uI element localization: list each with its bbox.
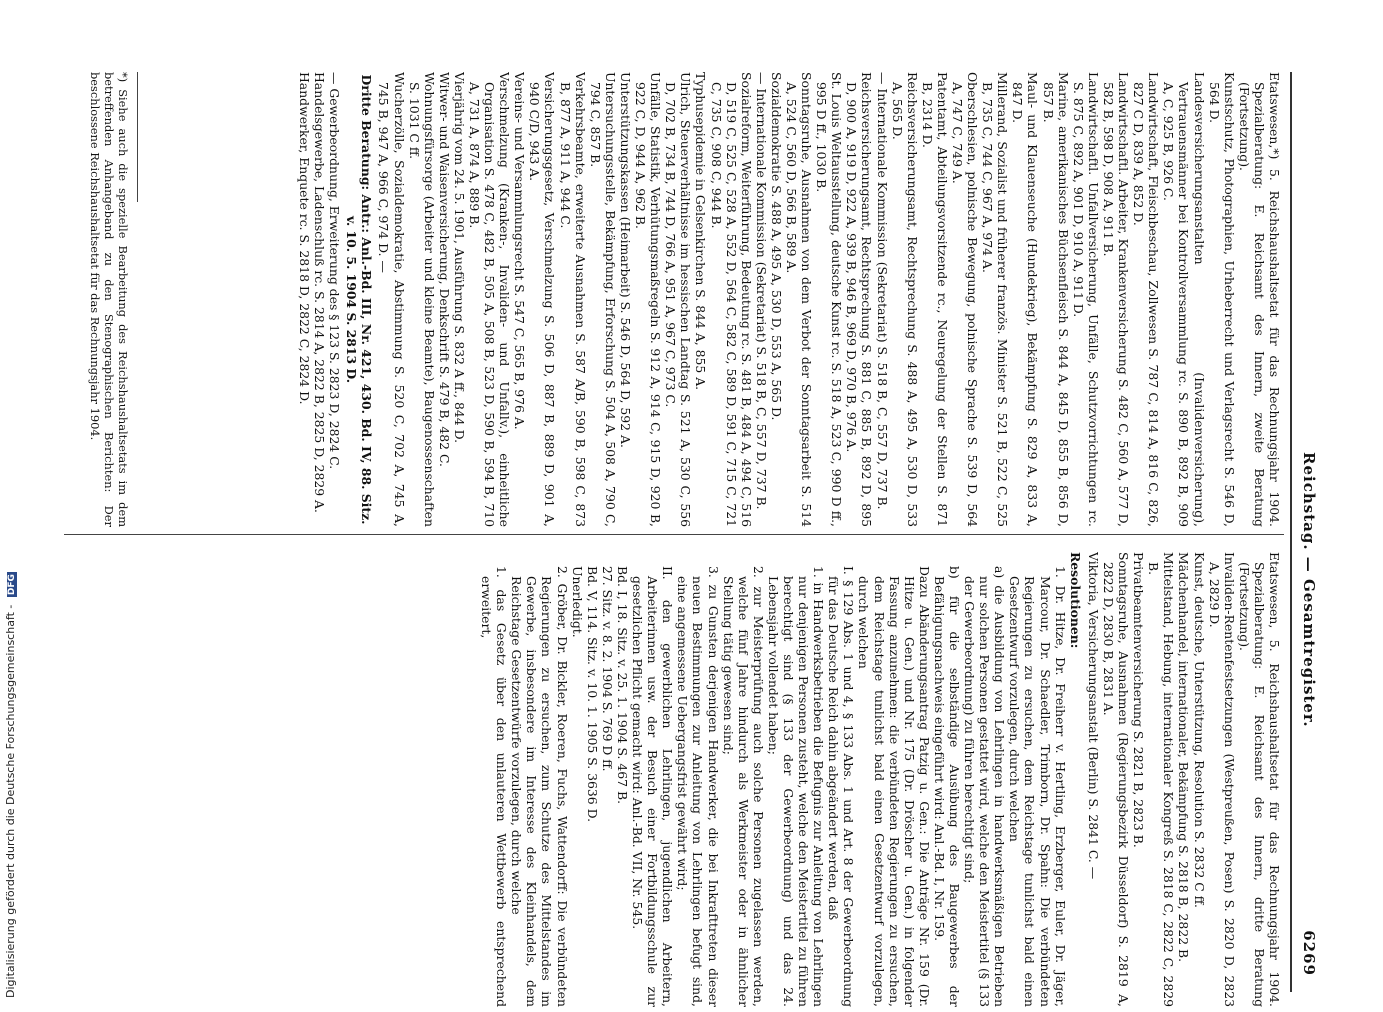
index-entry: Sonntagsruhe, Ausnahmen von dem Verbot der Sonntagsarbeit S. 514 A, 524 C, 560 D, 566 B, 589 A. [784,72,815,527]
rotated-page [20,12,1320,1012]
digitization-text: Digitalisierung gefördert durch die Deutsche Forschungsgemeinschaft - [4,604,17,998]
header-rule [1290,72,1292,992]
index-entry: Landesversicherungsanstalten (Invalidenversicherung), Vertrauensmänner bei Kontrollversammlung rc. S. 890 B, 892 B, 909 A, C, 925 B, 926 C. [1161,72,1207,527]
left-dash-items [297,72,342,527]
index-entry: — Gewerbeordnung, Erweiterung des § 123 S. 2823 D, 2824 C. [327,72,343,470]
resolution-item: 3. zu Gunsten derjenigen Handwerker, die bei Inkrafttreten dieser neuen Bestimmungen zur Anleitung von Lehrlingen befugt sind, eine angemessene Uebergangsfrist gewährt wird; [675,566,721,1007]
index-entry: Viktoria, Versicherungsanstalt (Berlin) S. 2841 C. — [1085,552,1101,880]
index-entry: Privatbeamtenversicherung S. 2821 B, 2823 B. [1131,552,1147,848]
running-head-title: Reichstag. — Gesamtregister. [1300,452,1318,728]
index-entry: Patentamt, Abteilungsvorsitzende rc., Neuregelung der Stellen S. 871 B, 2314 D. [919,72,950,527]
index-entry: Verschmelzung (Kranken-, Invaliden- und Unfallv.), einheitliche Organisation S. 478 C, 482 B, 505 A, 508 B, 523 D, 590 B, 594 B, 710 A, 731 A, 874 A, 889 B. [467,72,513,527]
index-entry: Kunstschutz, Photographien, Urheberrecht und Verlagsrecht S. 546 D, 564 D. [1206,72,1237,527]
index-entry: Ulrich, Steuerverhältnisse im hessischen Landtag S. 521 A, 530 C, 556 D, 702 B, 734 B, 744 D, 766 A, 951 A, 967 C, 973 C. [663,72,694,527]
index-entry: Vierjährig vom 24. 5. 1901, Ausführung S. 832 A ff., 844 D. [451,72,467,444]
index-entry: Kunst, deutsche, Unterstützung, Resolution S. 2832 C ff. [1191,552,1207,908]
resolutions-heading: Resolutionen: [1067,552,1083,649]
index-entry: — Internationale Kommission (Sekretariat) S. 518 B, C, 557 D, 737 B. [874,72,890,510]
page-number: 6269 [1300,930,1318,976]
index-entry: St. Louis Weltausstellung, deutsche Kunst rc. S. 518 A, 523 C, 990 D ff., 995 D ff., 1030 B. [814,72,845,527]
right-column [67,552,1282,1007]
resolutions-list [479,552,1068,1007]
index-entry: Etatswesen, 5. Reichshaushaltsetat für das Rechnungsjahr 1904. Spezialberatung: E. Reichsamt des Innern, dritte Beratung (Fortsetzung). [1236,552,1282,1007]
index-entry: Handwerker, Enquete rc. S. 2818 D, 2822 C, 2824 D. [297,72,312,405]
third-reading: Dritte Beratung: Antr.: Anl.-Bd. III, Nr. 421, 430. Bd. IV, 88. Sitz. v. 10. 5. 1904 S. 2813 D. [344,74,375,525]
index-entry: Wohnungsfürsorge (Arbeiter und kleine Beamte), Baugenossenschaften S. 1031 C ff. [406,72,437,527]
dfg-logo: DFG [7,574,17,596]
resolution-item: 2. Gröber, Dr. Bickler, Roeren, Fuchs, Wattendorff: Die verbündeten Regierungen zu ersuchen, zum Schutze des Mittelstandes im Gewerbe, insbesondere im Interesse des Kleinhandels, dem Reichstage Gesetzentwürfe vorzulegen, durch welche [509,566,570,1007]
resolution-item: Dazu Abänderungsantrag Patzig u. Gen.: Die Anträge Nr. 159 (Dr. Hitze u. Gen.) und Nr. 175 (Dr. Dröscher u. Gen.) in folgender Fassung anzunehmen: die verbündeten Regierungen zu ersuchen, dem Reichstage tunlichst bald einen Gesetzentwurf vorzulegen, durch welchen [856,566,932,1007]
index-entry: Sozialdemokratie S. 488 A, 495 A, 530 D, 553 A, 565 D. [768,72,784,421]
footnote [88,72,130,527]
index-entry: Unterstützungskassen (Heimarbeit) S. 546 D, 564 D, 592 A. [617,72,633,448]
resolution-item: I. § 129 Abs. 1 und 4, § 133 Abs. 1 und Art. 8 der Gewerbeordnung für das Deutsche Reich dahin abgeändert werden, daß [826,566,857,1007]
index-entry: Landwirtschaft, Fleischbeschau, Zollwesen S. 787 C, 814 A, 816 C, 826, 827 C D, 839 A, 852 D. [1131,72,1162,527]
index-entry: Versicherungsgesetz, Verschmelzung S. 506 D, 887 B, 889 D, 901 A, 940 C/D, 943 A. [527,72,558,527]
footnote-rule [137,72,138,202]
right-paragraphs [1086,552,1282,1007]
left-column [67,72,1282,527]
index-entry: Oberschlesien, polnische Bewegung, polnische Sprache S. 539 D, 564 A, 747 C, 749 A. [950,72,981,527]
index-entry: Etatswesen,*) 5. Reichshaushaltsetat für das Rechnungsjahr 1904. Spezialberatung: E. Reichsamt des Innern, zweite Beratung (Fortsetzung). [1236,72,1282,527]
index-entry: Reichsversicherungsamt, Rechtsprechung S. 881 C, 885 B, 892 D, 895 D, 900 A, 919 D, 922 A, 939 B, 946 B, 969 D, 970 B, 976 A. [844,72,875,527]
index-entry: Reichsversicherungsamt, Rechtsprechung S. 488 A, 495 A, 530 D, 533 A, 565 D. [889,72,920,527]
running-head [1294,12,1320,1012]
index-entry: Millerand, Sozialist und früherer französ. Minister S. 521 B, 522 C, 525 B, 735 C, 744 C, 967 A, 974 A. [980,72,1011,527]
digitization-note [4,8,20,998]
index-entry: Typhusepidemie in Gelsenkirchen S. 844 A, 855 A. [693,72,709,391]
resolution-item: b) für die selbständige Ausübung des Baugewerbes der Befähigungsnachweis eingeführt wird: Anl.-Bd. I, Nr. 159. [931,566,963,1007]
index-entry: Invaliden-Rentenfestsetzungen (Westpreußen, Posen) S. 2820 D, 2823 A, 2829 D. [1206,552,1237,1007]
index-entry: Maul- und Klauenseuche (Hundekrieg), Bekämpfung S. 829 A, 833 A, 847 D. [1010,72,1041,527]
index-entry: Handelsgewerbe, Ladenschluß rc. S. 2814 A, 2822 B, 2825 D, 2829 A. [312,72,328,513]
index-entry: — Internationale Kommission (Sekretariat) S. 518 B, C, 557 D, 737 B. [753,72,769,510]
left-paragraphs [376,72,1282,527]
footnote-text: *) Siehe auch die spezielle Bearbeitung des Reichshaushaltsetats im dem betreffenden Anhangeband zu den Stenographischen Berichten: Der beschlossene Reichshaushaltsetat für das Rechnungsjahr 1904. [88,72,130,527]
index-entry: Verkehrsbeamte, erweiterte Ausnahmen S. 587 A/B, 590 B, 598 C, 873 B, 877 A, 911 A, 944 C. [557,72,588,527]
resolution-item: II. den gewerblichen Lehrlingen, jugendlichen Arbeitern, Arbeiterinnen usw. der Besuch einer Fortbildungsschule zur gesetzlichen Pflicht gemacht wird: Anl.-Bd. VII, Nr. 545. [630,566,676,1007]
index-entry: Mädchenhandel, internationaler, Bekämpfung S. 2818 B, 2822 B. [1176,552,1192,963]
index-entry: Vereins- und Versammlungsrecht S. 547 C, 565 B, 976 A. [512,72,528,430]
index-entry: Witwer- und Waisenversicherung, Denkschrift S. 479 B, 482 C. [436,72,452,467]
index-entry: Marine, amerikanisches Büchsenfleisch S. 844 A, 845 D, 855 B, 856 D, 857 B. [1040,72,1071,527]
index-entry: Landwirtschaftl. Unfallversicherung, Unfälle, Schutzvorrichtungen rc. S. 875 C, 892 A, 901 D, 910 A, 911 D. [1070,72,1101,527]
resolution-item: 1. das Gesetz über den unlauteren Wettbewerb entsprechend erweitert, [479,566,510,1007]
resolution-item: 1. in Handwerksbetrieben die Befugnis zur Anleitung von Lehrlingen nur denjenigen Personen zusteht, welche den Meistertitel zu führen berechtigt sind (§ 133 der Gewerbeordnung) und das 24. Lebensjahr vollendet haben; [765,566,827,1007]
resolution-item: 1. Dr. Hitze, Dr. Freiherr v. Hertling, Erzberger, Euler, Dr. Jäger, Marcour, Dr. Schaedler, Trimborn, Dr. Spahn: Die verbündeten Regierungen zu ersuchen, dem Reichstage tunlichst bald einen Gesetzentwurf vorzulegen, durch welchen [1007,566,1068,1007]
resolution-item: 27. Sitz. v. 8. 2. 1904 S. 769 D ff. [599,566,615,772]
resolution-item: a) die Ausbildung von Lehrlingen in handwerksmäßigen Betrieben nur solchen Personen gestattet wird, welche den Meistertitel (§ 133 der Gewerbeordnung) zu führen berechtigt sind; [962,566,1008,1007]
resolution-item: Bd. I, 18. Sitz. v. 25. 1. 1904 S. 467 B. [614,566,630,805]
index-entry: Untersuchungsstelle, Bekämpfung, Erforschung S. 504 A, 508 A, 790 C, 794 C, 857 B. [587,72,618,527]
index-entry: Landwirtschaftl. Arbeiter, Krankenversicherung S. 482 C, 560 A, 577 D, 582 B, 598 D, 908 A, 911 B. [1100,72,1132,527]
resolution-item: 2. zur Meisterprüfung auch solche Personen zugelassen werden, welche fünf Jahre hindurch als Werkmeister oder in ähnlicher Stellung tätig gewesen sind; [720,566,766,1007]
index-entry: Sonntagsruhe, Ausnahmen (Regierungsbezirk Düsseldorf) S. 2819 A, 2822 D, 2830 B, 2831 A. [1100,552,1132,1007]
resolution-item: Unerledigt. [569,566,585,638]
index-entry: Sozialreform, Weiterführung, Bedeutung rc. S. 481 B, 484 A, 494 C, 516 D, 519 C, 525 C, 528 A, 552 D, 564 C, 582 C, 589 D, 591 C, 715 C, 721 C, 735 C, 908 C, 944 B. [708,72,754,527]
column-divider [64,534,1284,535]
index-entry: Mittelstand, Hebung, internationaler Kongreß S. 2818 C, 2822 C, 2829 B. [1146,552,1177,1007]
resolution-item: Bd. V, 114. Sitz. v. 10. 1. 1905 S. 3636 D. [584,566,600,823]
index-entry: Wucherzölle, Sozialdemokratie, Abstimmung S. 520 C, 702 A, 745 A, 745 B, 947 A, 966 C, 974 D. — [376,72,407,527]
index-entry: Unfälle, Statistik, Verhütungsmaßregeln S. 912 A, 914 C, 915 D, 920 B, 922 C, D, 944 A, 962 B. [633,72,664,527]
